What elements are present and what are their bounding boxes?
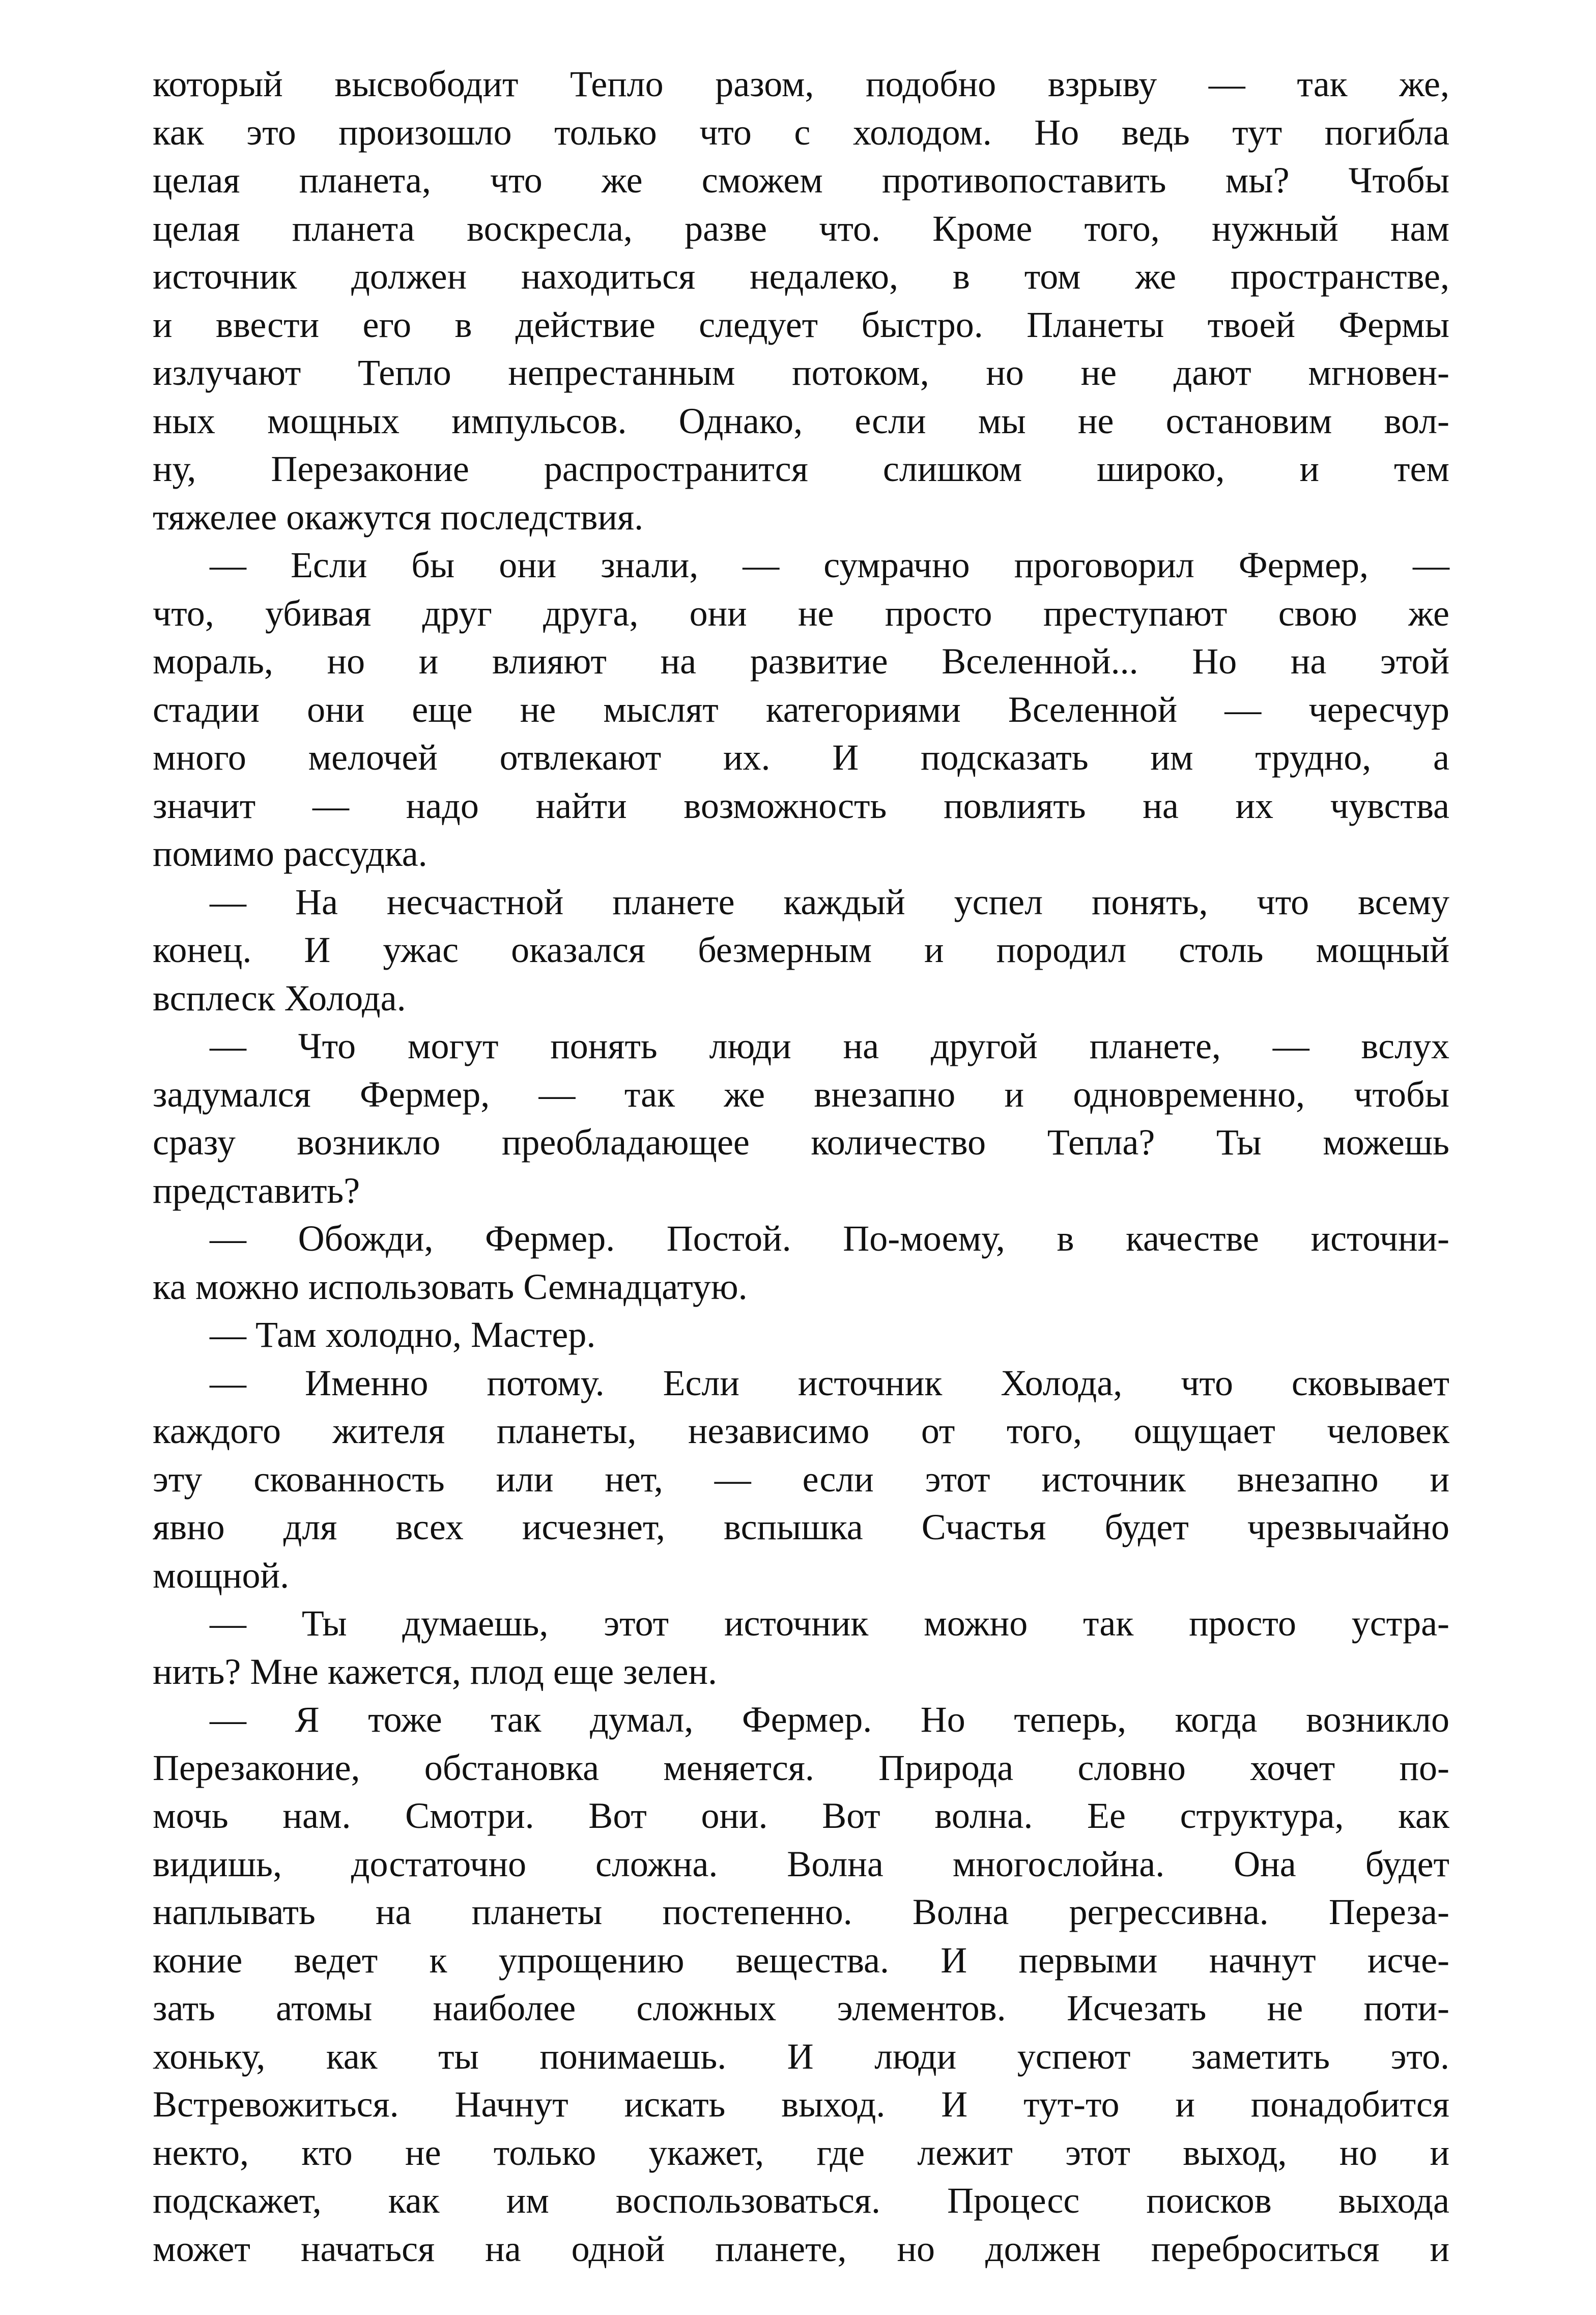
- text-line: помимо рассудка.: [153, 833, 428, 874]
- text-line: — Именно потому. Если источник Холода, что сковывает: [210, 1362, 1449, 1403]
- text-line: целая планета воскресла, разве что. Кроме того, нужный нам: [153, 208, 1449, 249]
- text-line: — Обожди, Фермер. Постой. По-моему, в качестве источни-: [210, 1218, 1449, 1259]
- text-line: ка можно использовать Семнадцатую.: [153, 1266, 748, 1307]
- text-line: как это произошло только что с холодом. Но ведь тут погибла: [153, 111, 1449, 153]
- text-line: тяжелее окажутся последствия.: [153, 496, 644, 538]
- text-line: явно для всех исчезнет, вспышка Счастья будет чрезвычайно: [153, 1507, 1449, 1547]
- text-line: представить?: [153, 1170, 360, 1211]
- text-line: мощной.: [153, 1555, 290, 1596]
- text-line: эту скованность или нет, — если этот источник внезапно и: [153, 1458, 1449, 1500]
- text-line: задумался Фермер, — так же внезапно и одновременно, чтобы: [153, 1074, 1449, 1115]
- page-text-body: [153, 60, 1449, 2273]
- text-line: который высвободит Тепло разом, подобно взрыву — так же,: [153, 64, 1449, 104]
- text-line: целая планета, что же сможем противопоставить мы? Чтобы: [153, 160, 1449, 201]
- text-line: — Если бы они знали, — сумрачно проговорил Фермер, —: [210, 545, 1449, 585]
- text-line: хоньку, как ты понимаешь. И люди успеют заметить это.: [153, 2036, 1449, 2077]
- text-line: коние ведет к упрощению вещества. И первыми начнут исче-: [153, 1939, 1449, 1981]
- text-line: — Ты думаешь, этот источник можно так просто устра-: [210, 1603, 1449, 1644]
- text-line: ну, Перезаконие распространится слишком широко, и тем: [153, 448, 1449, 489]
- text-line: конец. И ужас оказался безмерным и породил столь мощный: [153, 929, 1449, 970]
- text-line: много мелочей отвлекают их. И подсказать им трудно, а: [153, 737, 1449, 778]
- text-line: — На несчастной планете каждый успел понять, что всему: [210, 881, 1449, 922]
- text-line: источник должен находиться недалеко, в том же пространстве,: [153, 256, 1449, 297]
- text-line: — Что могут понять люди на другой планете, — вслух: [210, 1026, 1449, 1066]
- text-line: Встревожиться. Начнут искать выход. И тут-то и понадобится: [153, 2084, 1449, 2125]
- text-line: — Я тоже так думал, Фермер. Но теперь, когда возникло: [210, 1699, 1449, 1740]
- text-line: сразу возникло преобладающее количество Тепла? Ты можешь: [153, 1122, 1449, 1163]
- text-line: что, убивая друг друга, они не просто преступают свою же: [153, 592, 1449, 634]
- text-line: значит — надо найти возможность повлиять на их чувства: [153, 785, 1449, 826]
- text-line: излучают Тепло непрестанным потоком, но не дают мгновен-: [153, 352, 1449, 393]
- text-line: видишь, достаточно сложна. Волна многослойна. Она будет: [153, 1843, 1449, 1884]
- text-line: наплывать на планеты постепенно. Волна регрессивна. Переза-: [153, 1891, 1449, 1932]
- text-line: мочь нам. Смотри. Вот они. Вот волна. Ее структура, как: [153, 1795, 1449, 1836]
- text-line: — Там холодно, Мастер.: [210, 1314, 596, 1355]
- text-line: нить? Мне кажется, плод еще зелен.: [153, 1651, 718, 1692]
- text-line: мораль, но и влияют на развитие Вселенной... Но на этой: [153, 641, 1449, 682]
- text-line: подскажет, как им воспользоваться. Процесс поисков выхода: [153, 2180, 1449, 2221]
- text-line: может начаться на одной планете, но должен переброситься и: [153, 2228, 1449, 2269]
- text-line: стадии они еще не мыслят категориями Вселенной — чересчур: [153, 689, 1449, 730]
- text-line: зать атомы наиболее сложных элементов. Исчезать не пoти-: [153, 1988, 1449, 2028]
- text-line: каждого жителя планеты, независимо от того, ощущает человек: [153, 1410, 1449, 1451]
- text-line: всплеск Холода.: [153, 977, 406, 1019]
- text-line: Перезаконие, обстановка меняется. Природа словно хочет по-: [153, 1747, 1449, 1788]
- text-line: ных мощных импульсов. Однако, если мы не остановим вол-: [153, 400, 1449, 441]
- text-line: некто, кто не только укажет, где лежит этот выход, но и: [153, 2132, 1449, 2173]
- text-line: и ввести его в действие следует быстро. Планеты твоей Фермы: [153, 304, 1449, 345]
